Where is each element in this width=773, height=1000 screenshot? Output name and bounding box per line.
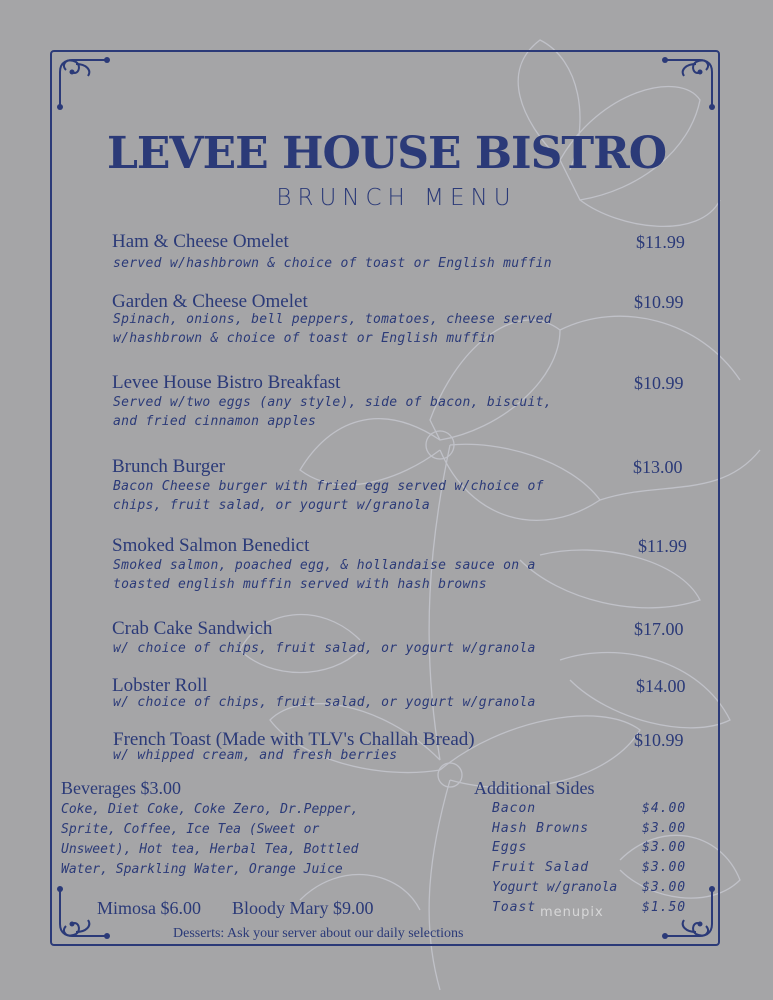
watermark: menupix bbox=[540, 905, 604, 920]
menu-item-name: French Toast (Made with TLV's Challah Bread) bbox=[113, 729, 475, 750]
menu-item-name: Ham & Cheese Omelet bbox=[112, 231, 289, 252]
menu-item-price: $10.99 bbox=[634, 292, 684, 312]
side-item-price: $3.00 bbox=[642, 880, 687, 895]
menu-item-name: Lobster Roll bbox=[112, 675, 208, 696]
menu-item-description: w/ whipped cream, and fresh berries bbox=[113, 748, 398, 763]
side-item-name: Eggs bbox=[492, 840, 528, 855]
side-item-price: $3.00 bbox=[642, 860, 687, 875]
corner-ornament-icon bbox=[52, 52, 112, 112]
menu-item-description: Bacon Cheese burger with fried egg served w/choice of chips, fruit salad, or yogurt w/granola bbox=[113, 479, 544, 513]
menu-item-description: Spinach, onions, bell peppers, tomatoes, cheese served w/hashbrown & choice of toast or English muffin bbox=[113, 312, 552, 346]
side-item-name: Fruit Salad bbox=[492, 860, 590, 875]
menu-item-name: Brunch Burger bbox=[112, 456, 226, 477]
beverages-list: Coke, Diet Coke, Coke Zero, Dr.Pepper, Sprite, Coffee, Ice Tea (Sweet or Unsweet), Hot tea, Herbal Tea, Bottled Water, Sparkling Water, Orange Juice bbox=[61, 802, 359, 877]
menu-item-price: $13.00 bbox=[633, 457, 683, 477]
menu-item-description: w/ choice of chips, fruit salad, or yogurt w/granola bbox=[113, 695, 536, 710]
menu-item-price: $10.99 bbox=[634, 730, 684, 750]
menu-item-description: served w/hashbrown & choice of toast or English muffin bbox=[113, 256, 552, 271]
side-item-name: Bacon bbox=[492, 801, 537, 816]
menu-item-name: Crab Cake Sandwich bbox=[112, 618, 273, 639]
beverages-heading: Beverages $3.00 bbox=[61, 778, 181, 798]
side-item-name: Hash Browns bbox=[492, 821, 590, 836]
menu-item-price: $17.00 bbox=[634, 619, 684, 639]
side-item-name: Toast bbox=[492, 900, 537, 915]
menu-item-price: $11.99 bbox=[638, 536, 687, 556]
menu-item-name: Levee House Bistro Breakfast bbox=[112, 372, 341, 393]
side-item-price: $3.00 bbox=[642, 821, 687, 836]
menu-item-name: Garden & Cheese Omelet bbox=[112, 291, 308, 312]
menu-item-price: $10.99 bbox=[634, 373, 684, 393]
side-item-name: Yogurt w/granola bbox=[492, 880, 618, 895]
menu-item-name: Smoked Salmon Benedict bbox=[112, 535, 310, 556]
side-item bbox=[492, 880, 692, 900]
side-item bbox=[492, 840, 692, 860]
menu-item-description: Smoked salmon, poached egg, & hollandaise sauce on a toasted english muffin served with hash browns bbox=[113, 558, 536, 592]
side-item-price: $4.00 bbox=[642, 801, 687, 816]
menu-item-description: w/ choice of chips, fruit salad, or yogurt w/granola bbox=[113, 641, 536, 656]
side-item-price: $3.00 bbox=[642, 840, 687, 855]
corner-ornament-icon bbox=[660, 52, 720, 112]
menu-item-description: Served w/two eggs (any style), side of bacon, biscuit, and fried cinnamon apples bbox=[113, 395, 552, 429]
side-item bbox=[492, 801, 692, 821]
menu-item-price: $14.00 bbox=[636, 676, 686, 696]
menu-title: BRUNCH MENU bbox=[276, 185, 517, 211]
side-item bbox=[492, 860, 692, 880]
bloody-mary-price: Bloody Mary $9.00 bbox=[232, 898, 374, 918]
desserts-note: Desserts: Ask your server about our daily selections bbox=[173, 926, 464, 941]
side-item-price: $1.50 bbox=[642, 900, 687, 915]
side-item bbox=[492, 821, 692, 841]
sides-heading: Additional Sides bbox=[474, 778, 595, 798]
mimosa-price: Mimosa $6.00 bbox=[97, 898, 202, 918]
menu-item-price: $11.99 bbox=[636, 232, 685, 252]
restaurant-name: LEVEE HOUSE BISTRO bbox=[106, 128, 667, 179]
